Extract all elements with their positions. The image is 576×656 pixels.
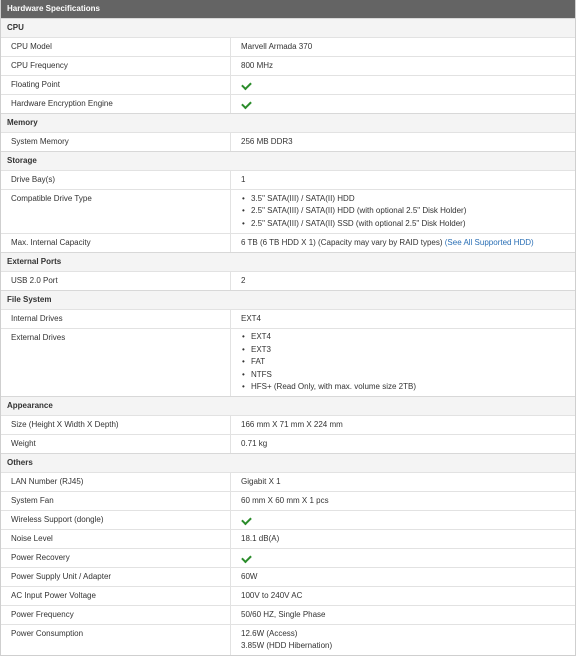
spec-label: Power Recovery xyxy=(1,549,231,567)
list-item: • NTFS xyxy=(241,369,575,382)
section-storage-title: Storage xyxy=(1,151,575,170)
list-item: • EXT4 xyxy=(241,331,575,344)
spec-value xyxy=(231,329,575,397)
spec-label: USB 2.0 Port xyxy=(1,272,231,290)
spec-label: Power Supply Unit / Adapter xyxy=(1,568,231,586)
spec-row-floating-point xyxy=(1,75,575,94)
list-item: • 3.5" SATA(III) / SATA(II) HDD xyxy=(241,193,575,206)
spec-label: Drive Bay(s) xyxy=(1,171,231,189)
list-item: • FAT xyxy=(241,356,575,369)
spec-row-size xyxy=(1,415,575,434)
spec-row-wireless xyxy=(1,510,575,529)
spec-label: AC Input Power Voltage xyxy=(1,587,231,605)
spec-label: CPU Model xyxy=(1,38,231,56)
spec-label: External Drives xyxy=(1,329,231,397)
drive-type-list xyxy=(241,193,575,231)
spec-row-noise-level xyxy=(1,529,575,548)
spec-row-ac-input xyxy=(1,586,575,605)
spec-row-weight xyxy=(1,434,575,453)
spec-label: Floating Point xyxy=(1,76,231,94)
spec-value: 18.1 dB(A) xyxy=(241,534,280,543)
spec-label: Power Frequency xyxy=(1,606,231,624)
spec-label: Size (Height X Width X Depth) xyxy=(1,416,231,434)
spec-label: LAN Number (RJ45) xyxy=(1,473,231,491)
spec-label: System Fan xyxy=(1,492,231,510)
spec-value xyxy=(231,549,575,567)
spec-value: 60 mm X 60 mm X 1 pcs xyxy=(241,496,329,505)
supported-hdd-link[interactable]: (See All Supported HDD) xyxy=(444,237,534,247)
checkmark-icon xyxy=(241,99,252,110)
spec-value: 2 xyxy=(241,275,246,285)
spec-row-psu xyxy=(1,567,575,586)
spec-row-cpu-frequency xyxy=(1,56,575,75)
spec-row-max-capacity xyxy=(1,233,575,252)
section-memory-title: Memory xyxy=(1,113,575,132)
spec-value: 800 MHz xyxy=(241,61,274,70)
checkmark-icon xyxy=(241,80,252,91)
spec-label: Hardware Encryption Engine xyxy=(1,95,231,113)
spec-value xyxy=(231,511,575,529)
spec-row-encryption xyxy=(1,94,575,113)
spec-value: 166 mm X 71 mm X 224 mm xyxy=(241,420,343,429)
consumption-access: 12.6W (Access) xyxy=(241,628,298,638)
section-file-system-title: File System xyxy=(1,290,575,309)
spec-label: Max. Internal Capacity xyxy=(1,234,231,252)
spec-value xyxy=(231,95,575,113)
section-appearance-title: Appearance xyxy=(1,396,575,415)
consumption-hibernation: 3.85W (HDD Hibernation) xyxy=(241,641,333,650)
spec-value: 1 xyxy=(241,175,246,184)
spec-row-internal-drives xyxy=(1,309,575,328)
spec-value xyxy=(231,625,575,655)
external-fs-list xyxy=(241,331,575,394)
spec-table-title: Hardware Specifications xyxy=(1,0,575,18)
spec-value: Gigabit X 1 xyxy=(241,477,281,486)
spec-row-external-drives xyxy=(1,328,575,397)
section-external-ports-title: External Ports xyxy=(1,252,575,271)
list-item: • 2.5" SATA(III) / SATA(II) SSD (with optional 2.5" Disk Holder) xyxy=(241,218,575,231)
section-cpu-title: CPU xyxy=(1,18,575,37)
spec-row-cpu-model xyxy=(1,37,575,56)
checkmark-icon xyxy=(241,553,252,564)
checkmark-icon xyxy=(241,515,252,526)
spec-value xyxy=(231,234,575,252)
spec-row-lan xyxy=(1,472,575,491)
spec-value: 100V to 240V AC xyxy=(241,591,303,600)
spec-row-power-recovery xyxy=(1,548,575,567)
spec-label: CPU Frequency xyxy=(1,57,231,75)
spec-label: Noise Level xyxy=(1,530,231,548)
spec-value: EXT4 xyxy=(241,313,262,323)
spec-label: Compatible Drive Type xyxy=(1,190,231,233)
spec-value: Marvell Armada 370 xyxy=(241,42,313,51)
spec-value: 50/60 HZ, Single Phase xyxy=(241,610,326,619)
spec-label: Wireless Support (dongle) xyxy=(1,511,231,529)
spec-value xyxy=(231,190,575,233)
section-others-title: Others xyxy=(1,453,575,472)
spec-label: Internal Drives xyxy=(1,310,231,328)
spec-row-usb-port xyxy=(1,271,575,290)
spec-value xyxy=(231,76,575,94)
spec-row-drive-bays xyxy=(1,170,575,189)
list-item: • 2.5" SATA(III) / SATA(II) HDD (with optional 2.5" Disk Holder) xyxy=(241,205,575,218)
spec-row-power-frequency xyxy=(1,605,575,624)
spec-label: System Memory xyxy=(1,133,231,151)
spec-row-power-consumption xyxy=(1,624,575,655)
spec-value: 0.71 kg xyxy=(241,439,268,448)
spec-label: Weight xyxy=(1,435,231,453)
spec-row-system-memory xyxy=(1,132,575,151)
spec-label: Power Consumption xyxy=(1,625,231,655)
list-item: • EXT3 xyxy=(241,344,575,357)
spec-row-compatible-drive-type xyxy=(1,189,575,233)
spec-row-system-fan xyxy=(1,491,575,510)
spec-value: 60W xyxy=(241,572,258,581)
spec-value: 256 MB DDR3 xyxy=(241,137,293,146)
capacity-text: 6 TB (6 TB HDD X 1) (Capacity may vary by RAID types) xyxy=(241,237,445,247)
list-item: • HFS+ (Read Only, with max. volume size 2TB) xyxy=(241,381,575,394)
consumption-values xyxy=(241,628,575,653)
